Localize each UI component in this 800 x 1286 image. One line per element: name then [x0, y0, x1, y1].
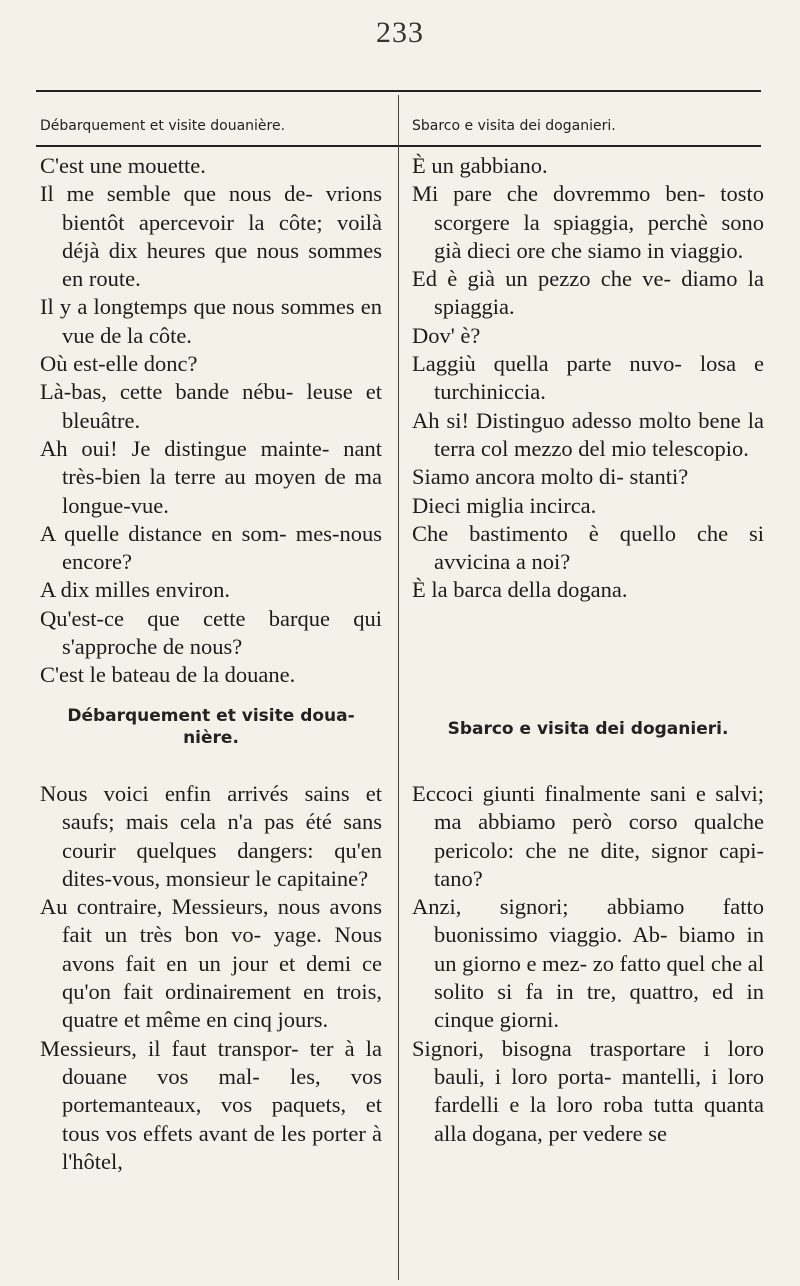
italian-line: È la barca della dogana.	[412, 577, 628, 603]
italian-line: Anzi, signori; abbiamo fatto buonissimo viaggio. Ab- biamo in un giorno e mez- zo fatto quel che al solito si fa in tre, quattro, ed in cinque giorni.	[412, 894, 764, 1033]
italian-line: Dieci miglia incirca.	[412, 492, 597, 518]
french-line: Qu'est-ce que cette barque qui s'approche de nous?	[40, 605, 382, 660]
italian-line: Eccoci giunti finalmente sani e salvi; ma abbiamo però corso qualche pericolo: che ne dite, signor capi- tano?	[412, 781, 764, 891]
italian-line: È un gabbiano.	[412, 153, 548, 178]
column-divider	[398, 95, 399, 1280]
italian-line: Siamo ancora molto di- stanti?	[412, 464, 689, 490]
french-line: Au contraire, Messieurs, nous avons fait un très bon vo- yage. Nous avons fait en un jour et demi ce qu'on fait ordinairement en trois, quatre et même en cinq jours.	[40, 894, 382, 1033]
section-heading-italian: Sbarco e visita dei doganieri.	[447, 719, 729, 739]
italian-line: Signori, bisogna trasportare i loro bauli, i loro porta- mantelli, i loro fardelli e la loro roba tutta quanta alla dogana, per vedere se	[412, 1035, 764, 1146]
italian-line: Dov' è?	[412, 322, 481, 348]
french-line: C'est le bateau de la douane.	[40, 662, 296, 688]
french-column-section1	[40, 152, 382, 690]
italian-line: Ah si! Distinguo adesso molto bene la terra col mezzo del mio telescopio.	[412, 407, 764, 461]
italian-line: Laggiù quella parte nuvo- losa e turchiniccia.	[412, 351, 764, 405]
french-line: Messieurs, il faut transpor- ter à la douane vos mal- les, vos portemanteaux, vos paquets, et tous vos effets avant de les porter à l'hôtel,	[40, 1035, 382, 1174]
french-line: Où est-elle donc?	[40, 351, 198, 377]
italian-line: Che bastimento è quello che si avvicina a noi?	[412, 520, 764, 575]
french-line: A dix milles environ.	[40, 577, 230, 603]
french-column-section2	[40, 780, 382, 1176]
french-line: C'est une mouette.	[40, 153, 206, 178]
italian-column-section2	[412, 780, 764, 1148]
french-line: Il y a longtemps que nous sommes en vue de la côte.	[40, 294, 382, 348]
french-line: Là-bas, cette bande nébu- leuse et bleuâtre.	[40, 379, 382, 433]
italian-column-section1	[412, 152, 764, 605]
header-french: Débarquement et visite douanière.	[40, 118, 286, 134]
header-italian: Sbarco e visita dei doganieri.	[412, 118, 616, 134]
section-heading-french: Débarquement et visite doua- nière.	[67, 706, 355, 748]
page-number: 233	[376, 16, 424, 49]
top-rule	[36, 90, 761, 92]
french-line: Il me semble que nous de- vrions bientôt apercevoir la côte; voilà déjà dix heures que nous sommes en route.	[40, 181, 382, 292]
french-line: Ah oui! Je distingue mainte- nant très-bien la terre au moyen de ma longue-vue.	[40, 435, 382, 518]
french-line: A quelle distance en som- mes-nous encore?	[40, 520, 382, 575]
french-line: Nous voici enfin arrivés sains et saufs; mais cela n'a pas été sans courir quelques dangers: qu'en dites-vous, monsieur le capitaine?	[40, 781, 382, 891]
italian-line: Mi pare che dovremmo ben- tosto scorgere la spiaggia, perchè sono già dieci ore che siamo in viaggio.	[412, 181, 764, 263]
italian-line: Ed è già un pezzo che ve- diamo la spiaggia.	[412, 266, 764, 320]
